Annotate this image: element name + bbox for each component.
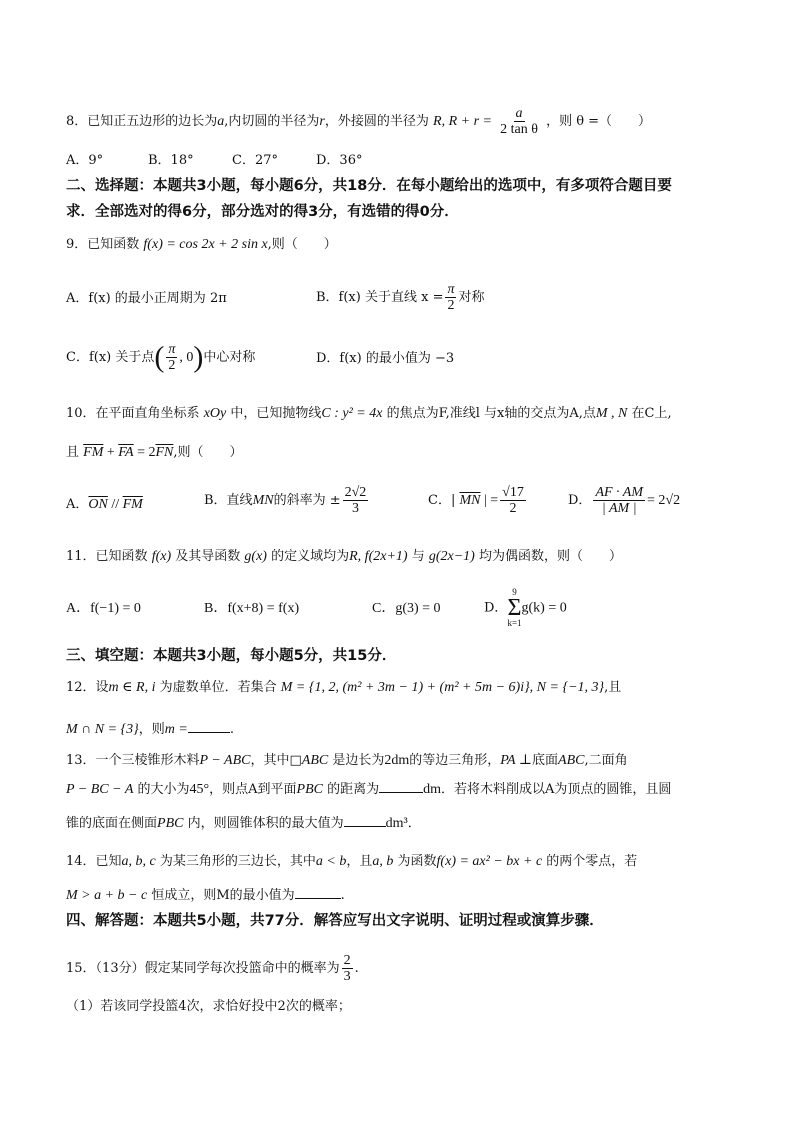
- question-15: 15．（13分）假定某同学每次投篮命中的概率为 $\frac{2}{3}$ .: [66, 953, 359, 984]
- q8-option-c: C．27°: [232, 153, 278, 168]
- q8-option-d: D．36°: [316, 153, 363, 168]
- question-13-line2: P − BC − A 的大小为45°，则点A到平面PBC 的距离为 dm．若将木料削成以A为顶点的圆锥，且圆: [66, 782, 672, 797]
- q10-option-d: D． $\frac{AF \cdot AM}{| AM |}$ = 2√2: [568, 485, 681, 516]
- q9-option-a: A．f(x) 的最小正周期为 2π: [66, 291, 227, 306]
- q10-option-a: A．$\overline{ON} // \overline{FM}$: [66, 497, 143, 512]
- answer-blank[interactable]: [188, 720, 230, 733]
- q10-option-b: B．直线MN的斜率为 ± $\frac{2√2}{3}$: [204, 485, 367, 516]
- q9-option-b: B．f(x) 关于直线 x = $\frac{\pi}{2}$ 对称: [316, 282, 485, 313]
- q8-option-a: A．9°: [66, 153, 104, 168]
- section-2-heading-line1: 二、选择题：本题共3小题，每小题6分，共18分．在每小题给出的选项中，有多项符合题目要: [66, 178, 672, 194]
- q11-option-b: B．f(x+8) = f(x): [204, 601, 300, 616]
- q10-option-c: C．| $\overline{MN}$ | = $\frac{√17}{2}$: [428, 485, 524, 516]
- section-2-heading-line2: 求．全部选对的得6分，部分选对的得3分，有选错的得0分．: [66, 204, 459, 220]
- question-15-part-1: （1）若该同学投篮4次，求恰好投中2次的概率；: [66, 999, 351, 1014]
- q11-option-c: C．g(3) = 0: [372, 601, 441, 616]
- q8-option-b: B．18°: [148, 153, 194, 168]
- answer-blank[interactable]: [344, 814, 386, 827]
- question-12-line2: M ∩ N = {3}，则m = .: [66, 722, 234, 737]
- question-13-line3: 锥的底面在侧面PBC 内，则圆锥体积的最大值为 dm³．: [66, 816, 421, 831]
- q9-option-c: C．f(x) 关于点( $\frac{\pi}{2}$ , 0)中心对称: [66, 340, 256, 374]
- question-9: 9．已知函数 f(x) = cos 2x + 2 sin x,则（ ）: [66, 237, 337, 252]
- question-11: 11．已知函数 f(x) 及其导函数 g(x) 的定义域均为R, f(2x+1) 与 g(2x−1) 均为偶函数，则（ ）: [66, 549, 623, 564]
- section-3-heading: 三、填空题：本题共3小题，每小题5分，共15分．: [66, 648, 397, 664]
- formula: R, R + r =: [433, 114, 492, 129]
- answer-blank[interactable]: [379, 780, 423, 793]
- fraction: $\frac{a}{\text{2 tan θ}}$: [500, 106, 538, 137]
- q11-option-a: A．f(−1) = 0: [66, 601, 141, 616]
- question-13-line1: 13．一个三棱锥形木料P − ABC，其中□ABC 是边长为2dm的等边三角形，PA ⊥底面ABC,二面角: [66, 753, 628, 768]
- q11-option-d: D． 9 Σ k=1 g(k) = 0: [484, 587, 567, 628]
- answer-blank[interactable]: [295, 886, 341, 899]
- q9-option-d: D．f(x) 的最小值为 −3: [316, 351, 455, 366]
- summation-symbol: 9 Σ k=1: [507, 587, 522, 628]
- section-4-heading: 四、解答题：本题共5小题，共77分．解答应写出文字说明、证明过程或演算步骤．: [66, 913, 604, 929]
- question-10-line1: 10．在平面直角坐标系 xOy 中，已知抛物线C : y² = 4x 的焦点为F,准线l 与x轴的交点为A,点M , N 在C上,: [66, 406, 672, 421]
- question-10-line2: 且 $\overline{FM} + \overline{FA} = 2\overline{FN}$,则（ ）: [66, 445, 243, 460]
- question-14-line2: M > a + b − c 恒成立，则M的最小值为 .: [66, 888, 345, 903]
- question-8: 8．已知正五边形的边长为a,内切圆的半径为r，外接圆的半径为 R, R + r = $\frac{a}{\text{2 tan θ}}$ ，则 θ =（ ）: [66, 106, 652, 137]
- question-12-line1: 12．设m ∈ R, i 为虚数单位．若集合 M = {1, 2, (m² + 3m − 1) + (m² + 5m − 6)i}, N = {−1, 3},且: [66, 680, 622, 695]
- question-14-line1: 14．已知a, b, c 为某三角形的三边长，其中a < b，且a, b 为函数f(x) = ax² − bx + c 的两个零点，若: [66, 854, 638, 869]
